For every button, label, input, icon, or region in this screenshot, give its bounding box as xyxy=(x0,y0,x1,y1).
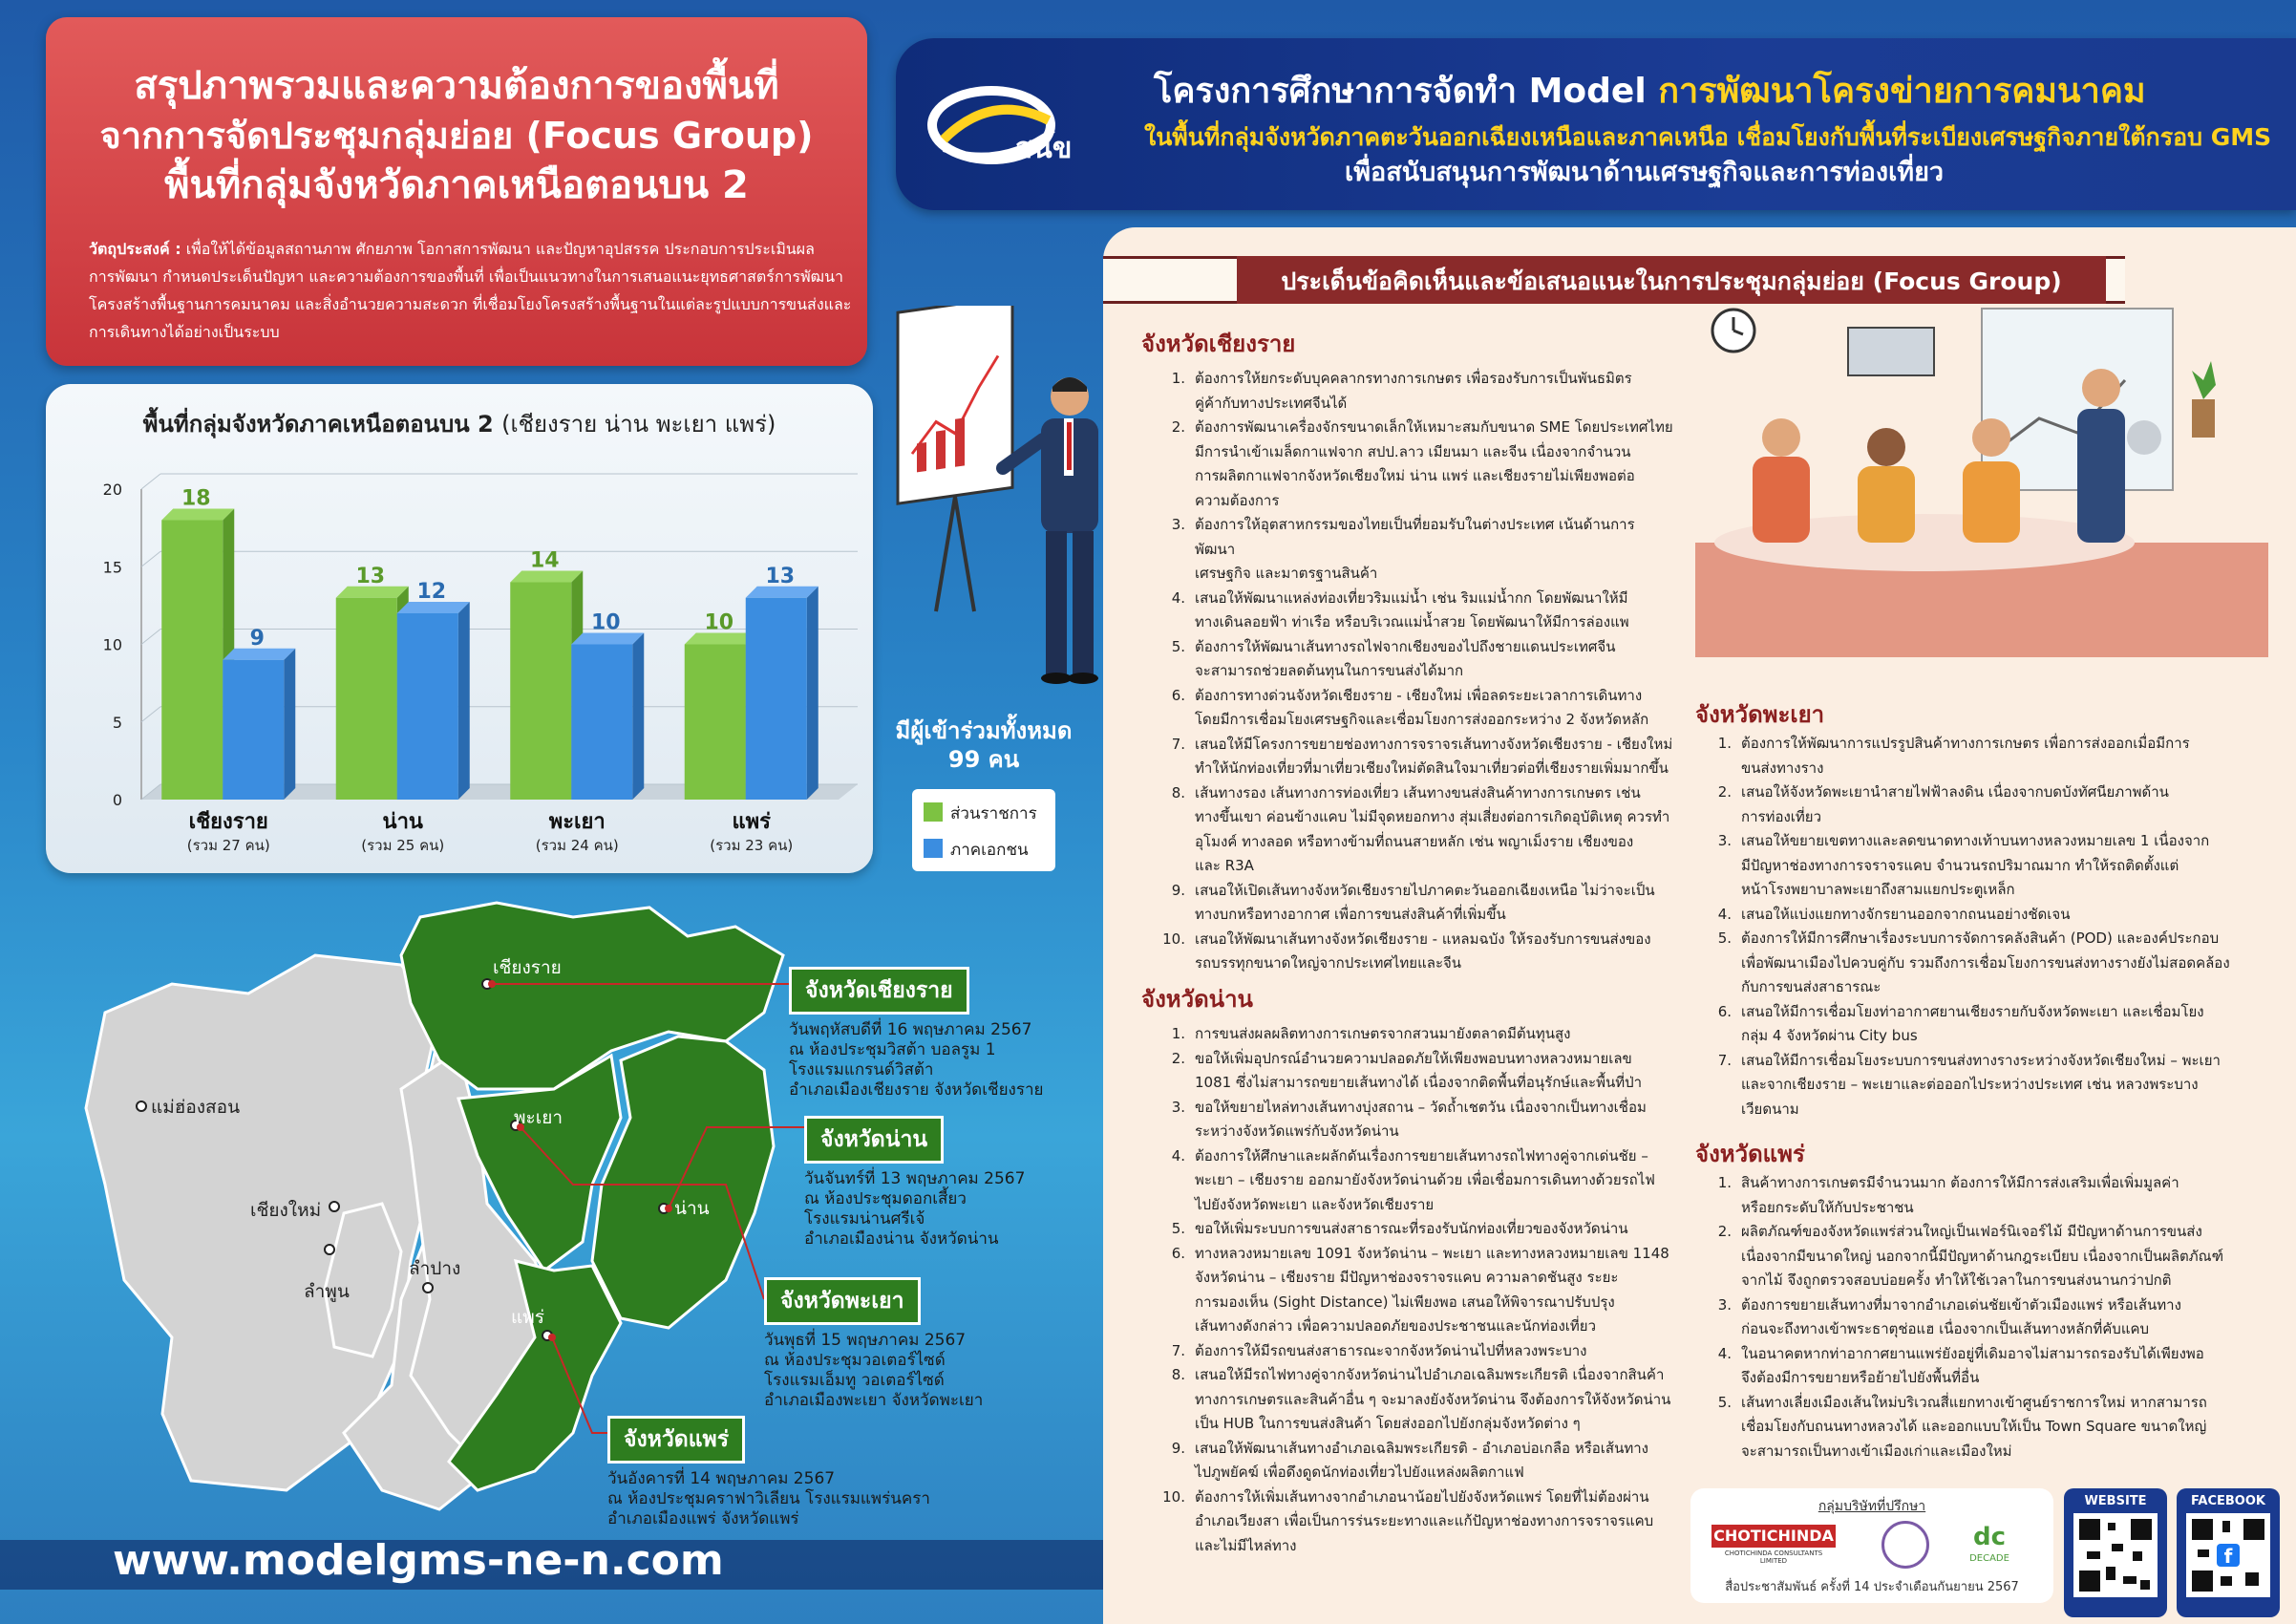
comment-number: 6. xyxy=(1717,1002,1732,1020)
x-category-label: แพร่ xyxy=(732,810,771,834)
comment-item xyxy=(1705,1171,2259,1220)
comment-line: ต้องการขยายเส้นทางที่มาจากอำเภอเด่นชัยเข้าตัวเมืองแพร่ หรือเส้นทาง xyxy=(1741,1295,2181,1314)
comment-line: อุโมงค์ ทางลอด หรือทางข้ามที่ถนนสายหลัก เช่น พญาเม็งราย เชียงของ xyxy=(1195,832,1634,850)
chart-legend xyxy=(912,789,1055,871)
comment-number: 2. xyxy=(1171,1049,1185,1067)
comment-item xyxy=(1159,879,1674,928)
map-label-phrae: แพร่ xyxy=(511,1307,544,1328)
map-label-nan: น่าน xyxy=(674,1198,710,1219)
comment-line: ต้องการให้ศึกษาและผลักดันเรื่องการขยายเส้นทางรถไฟทางคู่จากเด่นชัย – xyxy=(1195,1146,1648,1165)
comment-line: ต้องการพัฒนาเครื่องจักรขนาดเล็กให้เหมาะสมกับขนาด SME โดยประเทศไทย xyxy=(1195,418,1673,436)
presenter-figure xyxy=(1003,377,1098,684)
attendance-chart-panel xyxy=(46,384,873,873)
comment-line: ในอนาคตหากท่าอากาศยานแพร่ยังอยู่ที่เดิมอาจไม่สามารถรองรับได้เพียงพอ xyxy=(1741,1344,2204,1362)
comment-line: ระหว่างจังหวัดแพร่กับจังหวัดน่าน xyxy=(1195,1122,1399,1140)
comment-number: 7. xyxy=(1171,735,1185,753)
comment-line: และจากเชียงราย – พะเยาและต่อออกไประหว่างประเทศ เช่น หลวงพระบาง xyxy=(1741,1076,2199,1093)
callout-details xyxy=(804,1169,1025,1250)
comment-number: 7. xyxy=(1171,1341,1185,1359)
map-label-lampang: ลำปาง xyxy=(409,1258,461,1279)
comment-line: หรือยกระดับให้กับประชาชน xyxy=(1741,1198,1914,1216)
comment-line: เนื่องจากมีขนาดใหญ่ นอกจากนี้มีปัญหาด้านกฎระเบียบ เนื่องจากเป็นผลิตภัณฑ์ xyxy=(1741,1247,2224,1265)
comment-number: 2. xyxy=(1717,783,1732,801)
consultants-box xyxy=(1690,1488,2053,1603)
bar-side xyxy=(807,587,818,800)
bar-private xyxy=(223,660,284,800)
comment-number: 5. xyxy=(1171,637,1185,655)
facebook-qr-icon xyxy=(2186,1513,2270,1597)
comment-line: อำเภอเวียงสา เพื่อเป็นการร่นระยะทางและแก้ปัญหาช่องทางการจราจรแคบ xyxy=(1195,1512,1654,1529)
comment-line: ต้องการให้พัฒนาเส้นทางรถไฟจากเชียงของไปถึงชายแดนประเทศจีน xyxy=(1195,637,1616,655)
data-label: 14 xyxy=(529,548,560,573)
comment-line: เส้นทางรอง เส้นทางการท่องเที่ยว เส้นทางขนส่งสินค้าทางการเกษตร เช่น xyxy=(1195,783,1641,801)
comment-line: ผลิตภัณฑ์ของจังหวัดแพร่ส่วนใหญ่เป็นเฟอร์นิเจอร์ไม้ มีปัญหาด้านการขนส่ง xyxy=(1741,1223,2202,1240)
callout-line: โรงแรมน่านศรีเจ้ xyxy=(804,1209,925,1229)
comment-line: ทางขึ้นเขา ค่อนข้างแคบ ไม่มีจุดหยอกทาง สุ่มเสี่ยงต่อการเกิดอุบัติเหตุ ควรทำ xyxy=(1195,808,1670,825)
comment-line: เสนอให้มีการเชื่อมโยงระบบการขนส่งทางรางระหว่างจังหวัดเชียงใหม่ – พะเยา xyxy=(1741,1051,2221,1069)
comment-line: หน้าโรงพยาบาลพะเยาถึงสามแยกประตูเหล็ก xyxy=(1741,881,2015,898)
data-label: 13 xyxy=(765,564,796,588)
section-banner xyxy=(1103,256,2125,304)
project-title-yellow: การพัฒนาโครงข่ายการคมนาคม xyxy=(1658,72,2146,111)
comment-line: เป็น HUB ในการขนส่งสินค้า โดยส่งออกไปยังกลุ่มจังหวัดต่าง ๆ xyxy=(1195,1415,1581,1432)
comment-line: 1081 ซึ่งไม่สามารถขยายเส้นทางได้ เนื่องจากติดพื้นที่อนุรักษ์และพื้นที่ป่า xyxy=(1195,1074,1643,1091)
comment-item xyxy=(1159,416,1674,513)
comment-number: 4. xyxy=(1171,588,1185,607)
legend-label-govt: ส่วนราชการ xyxy=(950,804,1037,823)
comment-number: 10. xyxy=(1162,930,1185,948)
comment-item xyxy=(1159,684,1674,733)
project-title-line2: ในพื้นที่กลุ่มจังหวัดภาคตะวันออกเฉียงเหนือและภาคเหนือ เชื่อมโยงกับพื้นที่ระเบียงเศรษฐกิจภายใต้กรอบ GMS xyxy=(1144,123,2272,151)
comment-item xyxy=(1159,781,1674,879)
comment-line: ต้องการให้พัฒนาการแปรรูปสินค้าทางการเกษตร เพื่อการส่งออกเมื่อมีการ xyxy=(1741,735,2190,752)
map-label-chiangrai: เชียงราย xyxy=(493,957,562,978)
comment-item xyxy=(1705,732,2259,780)
comment-number: 5. xyxy=(1171,1220,1185,1237)
comment-item xyxy=(1159,1096,1674,1144)
phayao-comments-list xyxy=(1705,732,2259,1122)
comment-line: เสนอให้มีการเชื่อมโยงท่าอากาศยานเชียงรายกับจังหวัดพะเยา และเชื่อมโยง xyxy=(1741,1002,2204,1020)
comment-line: เศรษฐกิจ และมาตรฐานสินค้า xyxy=(1195,565,1378,582)
comment-line: ต้องการทางด่วนจังหวัดเชียงราย - เชียงใหม่ เพื่อลดระยะเวลาการเดินทาง xyxy=(1195,686,1643,704)
comment-number: 10. xyxy=(1162,1487,1185,1506)
comment-item xyxy=(1159,1242,1674,1339)
callout-line: อำเภอเมืองแพร่ จังหวัดแพร่ xyxy=(607,1509,799,1528)
data-label: 12 xyxy=(416,580,447,604)
comment-line: ไปยังจังหวัดพะเยา และจังหวัดเชียงราย xyxy=(1195,1195,1435,1213)
callout-line: วันพฤหัสบดีที่ 16 พฤษภาคม 2567 xyxy=(789,1020,1032,1039)
callout-phrae xyxy=(607,1416,930,1529)
callout-line: วันอังคารที่ 14 พฤษภาคม 2567 xyxy=(607,1469,836,1488)
gridline-diag xyxy=(141,707,160,722)
comment-item xyxy=(1159,367,1674,416)
comment-line: ขนส่งทางราง xyxy=(1741,759,1824,777)
comment-line: ทางการเกษตรและสินค้าอื่น ๆ จะมาลงยังจังหวัดน่าน จึงต้องการให้จังหวัดน่าน xyxy=(1195,1390,1671,1408)
summary-title-line3: พื้นที่กลุ่มจังหวัดภาคเหนือตอนบน 2 xyxy=(164,163,749,207)
province-heading-phrae: จังหวัดแพร่ xyxy=(1695,1141,1805,1167)
comment-number: 5. xyxy=(1717,1393,1732,1411)
callout-line: ณ ห้องประชุมวิสต้า บอลรูม 1 xyxy=(789,1040,996,1059)
comment-line: คู่ค้ากับทางประเทศจีนได้ xyxy=(1195,394,1348,412)
comment-item xyxy=(1705,903,2259,928)
project-header xyxy=(896,38,2296,210)
easel-board xyxy=(898,306,1012,611)
comment-number: 3. xyxy=(1717,1295,1732,1314)
comment-line: จะสามารถเป็นทางเข้าเมืองเก่าและเมืองใหม่ xyxy=(1741,1442,2012,1460)
x-category-total: (รวม 24 คน) xyxy=(535,837,619,854)
comment-line: ต้องการให้อุตสาหกรรมของไทยเป็นที่ยอมรับในต่างประเทศ เน้นด้านการพัฒนา xyxy=(1195,516,1635,558)
phrae-comments-list xyxy=(1705,1171,2259,1464)
comment-line: การผลิตกาแฟจากจังหวัดเชียงใหม่ น่าน แพร่ และเชียงรายไม่เพียงพอต่อ xyxy=(1195,467,1635,484)
comment-number: 6. xyxy=(1171,1244,1185,1262)
map-label-lamphun: ลำพูน xyxy=(304,1281,350,1302)
comment-line: เสนอให้พัฒนาแหล่งท่องเที่ยวริมแม่น้ำ เช่น ริมแม่น้ำกก โดยพัฒนาให้มี xyxy=(1195,588,1628,607)
comments-panel xyxy=(1103,227,2296,1624)
comment-item xyxy=(1159,1437,1674,1485)
x-category-total: (รวม 27 คน) xyxy=(186,837,270,854)
attendance-bar-chart xyxy=(46,384,873,873)
y-tick-label: 15 xyxy=(102,558,122,577)
comment-line: เสนอให้มีโครงการขยายช่องทางการจราจรเส้นทางจังหวัดเชียงราย - เชียงใหม่ xyxy=(1195,735,1673,753)
pr-note: สื่อประชาสัมพันธ์ ครั้งที่ 14 ประจำเดือนกันยายน 2567 xyxy=(1725,1580,2019,1594)
comment-number: 1. xyxy=(1171,1025,1185,1042)
comment-line: ไปภูพยัคฆ์ เพื่อดึงดูดนักท่องเที่ยวไปยังแหล่งผลิตกาแฟ xyxy=(1195,1464,1524,1481)
province-heading-chiangrai: จังหวัดเชียงราย xyxy=(1141,331,1296,357)
data-label: 13 xyxy=(355,564,386,588)
bar-side xyxy=(284,649,295,800)
callout-line: โรงแรมเอ็มทู วอเตอร์ไซด์ xyxy=(764,1371,945,1390)
meeting-illustration xyxy=(1695,304,2268,657)
comment-line: เสนอให้มีรถไฟทางคู่จากจังหวัดน่านไปอำเภอเฉลิมพระเกียรติ เนื่องจากสินค้า xyxy=(1195,1366,1665,1383)
y-tick-label: 5 xyxy=(112,713,122,732)
comment-item xyxy=(1159,1339,1674,1364)
comment-line: และ R3A xyxy=(1195,857,1254,874)
decade-logo-icon: dc xyxy=(1972,1523,2007,1551)
comment-line: เสนอให้ขยายเขตทางและลดขนาดทางเท้าบนทางหลวงหมายเลข 1 เนื่องจาก xyxy=(1741,832,2210,849)
comment-line: โดยมีการเชื่อมโยงเศรษฐกิจและเชื่อมโยงการส่งออกระหว่าง 2 จังหวัดหลัก xyxy=(1195,711,1649,728)
comment-item xyxy=(1159,733,1674,781)
callout-details xyxy=(789,1020,1043,1100)
comment-number: 5. xyxy=(1717,930,1732,947)
comment-number: 6. xyxy=(1171,686,1185,704)
y-tick-label: 10 xyxy=(102,635,122,654)
map-nan xyxy=(592,1036,774,1328)
comment-line: ก่อนจะถึงทางเข้าพระธาตุช่อแฮ เนื่องจากเป็นเส้นทางหลักที่คับแคบ xyxy=(1741,1320,2150,1337)
x-category-label: พะเยา xyxy=(548,810,606,834)
comment-line: ทางหลวงหมายเลข 1091 จังหวัดน่าน – พะเยา และทางหลวงหมายเลข 1148 xyxy=(1195,1244,1669,1262)
legend-swatch-private xyxy=(924,839,943,858)
gridline-diag xyxy=(141,474,160,489)
objective-line3: โครงสร้างพื้นฐานการคมนาคม และสิ่งอำนวยความสะดวก ที่เชื่อมโยงโครงสร้างพื้นฐานในแต่ละรูปแบบการขนส่งและ xyxy=(89,295,852,313)
bar-govt xyxy=(685,645,746,801)
comment-number: 1. xyxy=(1717,735,1732,752)
comment-line: มีการนำเข้าเมล็ดกาแฟจาก สปป.ลาว เมียนมา และจีน เนื่องจากจำนวน xyxy=(1195,442,1631,460)
comment-line: และไม่มีไหล่ทาง xyxy=(1195,1536,1297,1554)
callout-line: ณ ห้องประชุมดอกเสี้ยว xyxy=(804,1189,967,1208)
comment-number: 4. xyxy=(1171,1146,1185,1165)
comment-line: จากไม้ จึงถูกตรวจสอบบ่อยครั้ง ทำให้ใช้เวลาในการขนส่งนานกว่าปกติ xyxy=(1741,1271,2172,1289)
comment-line: จะสามารถช่วยลดต้นทุนในการขนส่งได้มาก xyxy=(1195,662,1464,679)
comment-line: ขอให้เพิ่มอุปกรณ์อำนวยความปลอดภัยให้เพียงพอบนทางหลวงหมายเลข xyxy=(1195,1049,1632,1067)
comment-line: ขอให้ขยายไหล่ทางเส้นทางบุ่งสถาน – วัดถ้ำเชตวัน เนื่องจากเป็นทางเชื่อม xyxy=(1195,1098,1647,1116)
callout-line: ณ ห้องประชุมวอเตอร์ไซด์ xyxy=(764,1351,946,1370)
comment-item xyxy=(1159,513,1674,587)
callout-chiangrai xyxy=(789,967,1043,1100)
y-tick-label: 0 xyxy=(112,791,122,809)
project-title-white: โครงการศึกษาการจัดทำ Model xyxy=(1154,72,1659,111)
comment-line: ทางบกหรือทางอากาศ เพื่อการขนส่งสินค้าที่เพิ่มขึ้น xyxy=(1195,906,1506,923)
chart-title-main: พื้นที่กลุ่มจังหวัดภาคเหนือตอนบน 2 xyxy=(142,411,494,438)
comment-item xyxy=(1159,1363,1674,1437)
comment-number: 3. xyxy=(1717,832,1732,849)
data-label: 18 xyxy=(181,486,211,511)
consultants-label: กลุ่มบริษัทที่ปรึกษา xyxy=(1818,1499,1926,1514)
bar-side xyxy=(458,602,470,800)
comment-item xyxy=(1159,1047,1674,1096)
callout-details xyxy=(607,1469,930,1529)
comment-number: 1. xyxy=(1171,370,1185,387)
project-title-line1 xyxy=(1154,63,2146,118)
comment-line: ทำให้นักท่องเที่ยวที่มาเที่ยวเชียงใหม่ตัดสินใจมาเที่ยวต่อที่เชียงรายเพิ่มมากขึ้น xyxy=(1195,759,1669,777)
decade-label: DECADE xyxy=(1969,1553,2009,1564)
comment-number: 3. xyxy=(1171,1098,1185,1116)
objective-text xyxy=(89,235,872,346)
callout-phayao xyxy=(764,1277,983,1411)
facebook-qr-box[interactable] xyxy=(2177,1488,2280,1617)
callout-details xyxy=(764,1331,983,1411)
data-label: 9 xyxy=(249,626,265,651)
website-qr-label: WEBSITE xyxy=(2084,1494,2147,1508)
comment-line: ต้องการให้มีรถขนส่งสาธารณะจากจังหวัดน่านไปที่หลวงพระบาง xyxy=(1195,1341,1587,1359)
bar-private xyxy=(397,613,458,800)
section-title: ประเด็นข้อคิดเห็นและข้อเสนอแนะในการประชุมกลุ่มย่อย (Focus Group) xyxy=(1281,267,2062,295)
comment-number: 4. xyxy=(1717,1344,1732,1362)
comment-item xyxy=(1705,1220,2259,1293)
comment-item xyxy=(1705,1342,2259,1391)
map-label-phayao: พะเยา xyxy=(514,1107,563,1128)
summary-header-box xyxy=(46,17,867,366)
callout-line: วันจันทร์ที่ 13 พฤษภาคม 2567 xyxy=(804,1169,1026,1188)
comment-line: เส้นทางเลี่ยงเมืองเส้นใหม่บริเวณสี่แยกทางเข้าศูนย์ราชการใหม่ หากสามารถ xyxy=(1741,1393,2207,1411)
comment-number: 2. xyxy=(1171,418,1185,436)
callout-title: จังหวัดเชียงราย xyxy=(789,967,969,1015)
summary-title-line2: จากการจัดประชุมกลุ่มย่อย (Focus Group) xyxy=(99,115,814,157)
facebook-qr-label: FACEBOOK xyxy=(2191,1494,2265,1508)
website-url[interactable]: www.modelgms-ne-n.com xyxy=(113,1536,724,1585)
otp-logo xyxy=(925,73,1087,178)
project-title-line3: เพื่อสนับสนุนการพัฒนาด้านเศรษฐกิจและการท่องเที่ยว xyxy=(1345,158,1945,187)
comment-item xyxy=(1705,1391,2259,1464)
chart-subtitle: (เชียงราย น่าน พะเยา แพร่) xyxy=(501,411,776,438)
attendees-count: 99 คน xyxy=(947,746,1020,773)
comment-number: 8. xyxy=(1171,1366,1185,1383)
legend-swatch-govt xyxy=(924,802,943,822)
comment-line: การท่องเที่ยว xyxy=(1741,807,1822,825)
svg-text:f: f xyxy=(2223,1545,2233,1568)
comment-item xyxy=(1159,1217,1674,1242)
bar-side xyxy=(632,633,644,801)
comment-item xyxy=(1705,780,2259,829)
website-qr-icon xyxy=(2073,1513,2158,1597)
comment-number: 9. xyxy=(1171,881,1185,899)
comment-item xyxy=(1159,1144,1674,1218)
comment-line: ความต้องการ xyxy=(1195,491,1280,509)
chotichinda-subtitle: CHOTICHINDA CONSULTANTS LIMITED xyxy=(1724,1549,1823,1565)
comment-number: 1. xyxy=(1717,1174,1732,1191)
comment-line: จึงต้องมีการขยายหรือย้ายไปยังพื้นที่อื่น xyxy=(1741,1369,1980,1386)
y-tick-label: 20 xyxy=(102,481,122,499)
comment-line: เชื่อมโยงกับถนนทางหลวงได้ และออกแบบให้เป็น Town Square ขนาดใหญ่ xyxy=(1741,1418,2207,1435)
comment-line: ทางเดินลอยฟ้า ท่าเรือ หรือบริเวณแม่น้ำสวย โดยพัฒนาให้มีการล่องแพ xyxy=(1195,613,1629,630)
callout-title: จังหวัดน่าน xyxy=(804,1116,944,1164)
x-category-total: (รวม 25 คน) xyxy=(361,837,445,854)
data-label: 10 xyxy=(704,610,734,635)
map-label-chiangmai: เชียงใหม่ xyxy=(250,1200,322,1221)
comment-line: เสนอให้แบ่งแยกทางจักรยานออกจากถนนอย่างชัดเจน xyxy=(1741,905,2071,923)
callout-line: อำเภอเมืองน่าน จังหวัดน่าน xyxy=(804,1229,999,1249)
chotichinda-logo: CHOTICHINDA xyxy=(1711,1525,1836,1548)
comment-item xyxy=(1159,928,1674,976)
comment-line: ต้องการให้เพิ่มเส้นทางจากอำเภอนาน้อยไปยังจังหวัดแพร่ โดยที่ไม่ต้องผ่าน xyxy=(1195,1487,1649,1506)
gridline-diag xyxy=(141,630,160,645)
chiangrai-comments-list xyxy=(1159,367,1674,976)
comment-item xyxy=(1705,927,2259,1000)
comment-number: 2. xyxy=(1717,1223,1732,1240)
comment-line: จังหวัดน่าน – เชียงราย มีปัญหาช่องจราจรแคบ ความลาดชันสูง ระยะ xyxy=(1195,1269,1619,1286)
callout-line: อำเภอเมืองพะเยา จังหวัดพะเยา xyxy=(764,1391,984,1410)
website-qr-box[interactable] xyxy=(2064,1488,2167,1617)
callout-title: จังหวัดแพร่ xyxy=(607,1416,745,1464)
otp-logo-text: สนข xyxy=(1015,132,1073,165)
data-label: 10 xyxy=(590,610,621,635)
x-category-label: น่าน xyxy=(382,810,423,834)
comment-item xyxy=(1705,829,2259,903)
summary-title-line1: สรุปภาพรวมและความต้องการของพื้นที่ xyxy=(134,64,779,108)
comment-number: 9. xyxy=(1171,1439,1185,1457)
comment-item xyxy=(1159,635,1674,684)
bar-govt xyxy=(336,598,397,800)
university-seal-icon xyxy=(1881,1521,1929,1569)
attendees-total xyxy=(888,716,1079,774)
comment-line: เสนอให้เปิดเส้นทางจังหวัดเชียงรายไปภาคตะวันออกเฉียงเหนือ ไม่ว่าจะเป็น xyxy=(1195,881,1655,899)
comment-line: พะเยา – เชียงราย ออกมายังจังหวัดน่านด้วย เพื่อเชื่อมการเดินทางด้วยรถไฟ xyxy=(1195,1171,1655,1188)
comment-line: กับการขนส่งสาธารณะ xyxy=(1741,978,1881,995)
comment-line: กลุ่ม 4 จังหวัดผ่าน City bus xyxy=(1741,1027,1918,1044)
comment-line: การมองเห็น (Sight Distance) ไม่เพียงพอ เสนอให้พิจารณาปรับปรุง xyxy=(1195,1293,1615,1311)
nan-comments-list xyxy=(1159,1022,1674,1558)
comment-item xyxy=(1705,1000,2259,1049)
x-category-total: (รวม 23 คน) xyxy=(710,837,794,854)
callout-line: วันพุธที่ 15 พฤษภาคม 2567 xyxy=(764,1331,967,1350)
comment-item xyxy=(1159,1022,1674,1047)
comment-line: เสนอให้พัฒนาเส้นทางอำเภอเฉลิมพระเกียรติ - อำเภอบ่อเกลือ หรือเส้นทาง xyxy=(1195,1439,1648,1457)
comment-line: เสนอให้พัฒนาเส้นทางจังหวัดเชียงราย - แหลมฉบัง ให้รองรับการขนส่งของ xyxy=(1195,930,1651,948)
callout-nan xyxy=(804,1116,1025,1250)
comment-item xyxy=(1705,1293,2259,1342)
attendees-label: มีผู้เข้าร่วมทั้งหมด xyxy=(895,717,1073,744)
bar-govt xyxy=(161,521,223,801)
comment-line: ต้องการให้มีการศึกษาเรื่องระบบการจัดการคลังสินค้า (POD) และองค์ประกอบ xyxy=(1741,930,2220,947)
callout-line: โรงแรมแกรนด์วิสต้า xyxy=(789,1060,934,1079)
province-heading-nan: จังหวัดน่าน xyxy=(1141,986,1253,1013)
callout-line: อำเภอเมืองเชียงราย จังหวัดเชียงราย xyxy=(789,1080,1044,1100)
comment-line: สินค้าทางการเกษตรมีจำนวนมาก ต้องการให้มีการส่งเสริมเพื่อเพิ่มมูลค่า xyxy=(1741,1174,2179,1191)
province-heading-phayao: จังหวัดพะเยา xyxy=(1695,701,1825,728)
comment-item xyxy=(1159,1485,1674,1559)
objective-line2: การพัฒนา กำหนดประเด็นปัญหา และความต้องการของพื้นที่ เพื่อเป็นแนวทางในการเสนอแนะยุทธศาสตร์การพัฒนา xyxy=(89,267,844,286)
objective-line1: เพื่อให้ได้ข้อมูลสถานภาพ ศักยภาพ โอกาสการพัฒนา และปัญหาอุปสรรค ประกอบการประเมินผล xyxy=(181,240,815,258)
comment-line: การขนส่งผลผลิตทางการเกษตรจากสวนมายังตลาดมีต้นทุนสูง xyxy=(1195,1025,1571,1042)
comment-number: 4. xyxy=(1717,905,1732,923)
comment-line: ต้องการให้ยกระดับบุคคลากรทางการเกษตร เพื่อรองรับการเป็นพันธมิตร xyxy=(1195,370,1632,387)
bar-govt xyxy=(510,583,571,801)
comment-line: เส้นทางดังกล่าว เพื่อความปลอดภัยของประชาชนและนักท่องเที่ยว xyxy=(1195,1317,1597,1335)
comment-line: เวียดนาม xyxy=(1741,1100,1799,1118)
callout-line: ณ ห้องประชุมคราฟาวิเลียน โรงแรมแพร่นครา xyxy=(607,1489,930,1508)
comment-number: 7. xyxy=(1717,1051,1732,1069)
bar-private xyxy=(746,598,807,800)
legend-label-private: ภาคเอกชน xyxy=(950,841,1029,860)
comment-line: ขอให้เพิ่มระบบการขนส่งสาธารณะที่รองรับนักท่องเที่ยวของจังหวัดน่าน xyxy=(1195,1220,1628,1237)
comment-number: 8. xyxy=(1171,783,1185,801)
map-label-maehongson: แม่ฮ่องสอน xyxy=(151,1097,241,1118)
comment-line: เพื่อพัฒนาเมืองไปควบคู่กับ รวมถึงการเชื่อมโยงการขนส่งทางรางยังไม่สอดคล้อง xyxy=(1741,953,2230,972)
objective-line4: การเดินทางได้อย่างเป็นระบบ xyxy=(89,323,280,341)
x-category-label: เชียงราย xyxy=(188,810,268,834)
comment-line: เสนอให้จังหวัดพะเยานำสายไฟฟ้าลงดิน เนื่องจากบดบังทัศนียภาพด้าน xyxy=(1741,783,2169,801)
bar-private xyxy=(571,645,632,801)
comment-number: 3. xyxy=(1171,516,1185,533)
comment-line: มีปัญหาช่องทางการจราจรแคบ จำนวนรถปริมาณมาก ทำให้รถติดตั้งแต่ xyxy=(1741,856,2179,874)
callout-title: จังหวัดพะเยา xyxy=(764,1277,921,1325)
gridline-diag xyxy=(141,551,160,566)
objective-label: วัตถุประสงค์ : xyxy=(89,240,181,258)
comment-item xyxy=(1705,1049,2259,1122)
comment-line: รถบรรทุกขนาดใหญ่จากประเทศไทยและจีน xyxy=(1195,954,1462,972)
comment-item xyxy=(1159,587,1674,635)
